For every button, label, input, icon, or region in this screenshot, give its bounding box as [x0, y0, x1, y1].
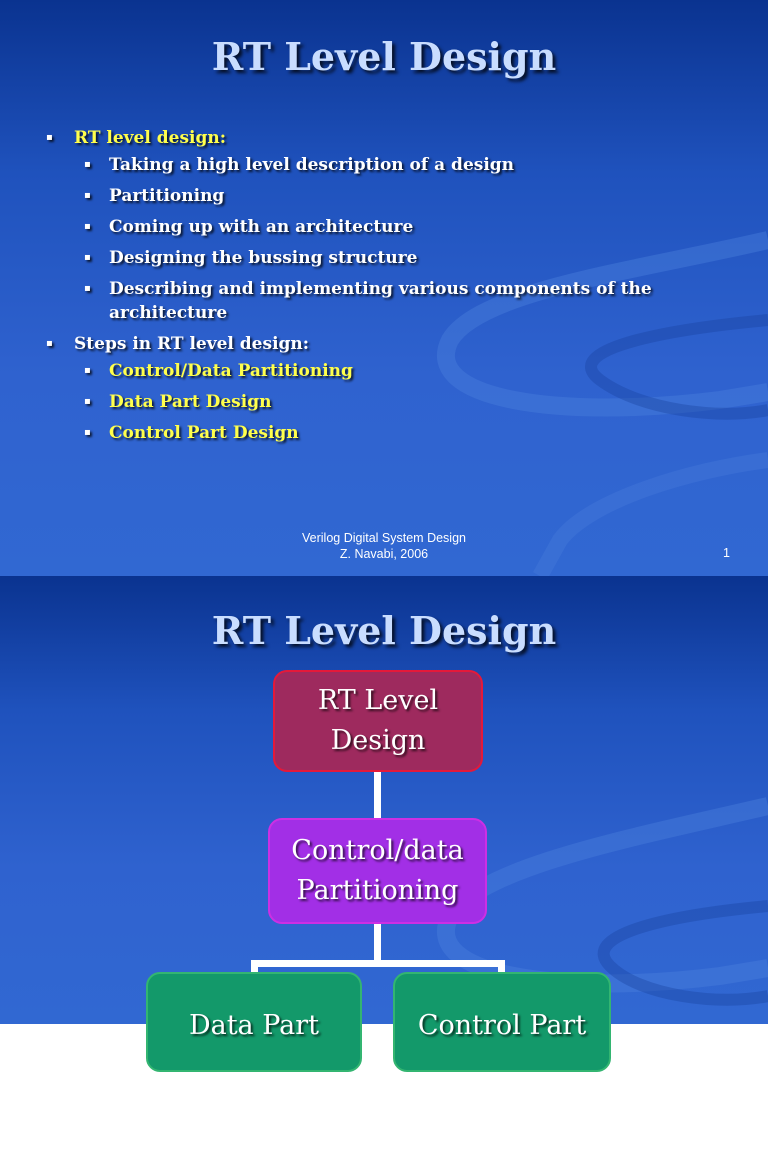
square-bullet-icon: ▪	[84, 159, 91, 170]
bullet-item	[44, 332, 664, 356]
square-bullet-icon: ▪	[84, 221, 91, 232]
bullet-text: Steps in RT level design:	[74, 334, 310, 354]
rt-level-design-box	[273, 670, 483, 772]
footer-author: Z. Navabi, 2006	[339, 547, 429, 561]
bullet-text: Designing the bussing structure	[109, 248, 418, 268]
data-part-box	[146, 972, 362, 1072]
control-data-partitioning-box	[268, 818, 487, 924]
bullet-item	[44, 126, 664, 150]
slide-title: RT Level Design	[211, 34, 557, 79]
page-number: 1	[723, 546, 730, 560]
sub-bullet-item	[44, 359, 664, 383]
control-data-partitioning-label: Control/data Partitioning	[291, 835, 464, 906]
square-bullet-icon: ▪	[84, 252, 91, 263]
bullet-text: Coming up with an architecture	[109, 217, 414, 237]
square-bullet-icon: ▪	[46, 132, 53, 143]
bullet-text: Taking a high level description of a design	[109, 155, 515, 175]
square-bullet-icon: ▪	[84, 396, 91, 407]
square-bullet-icon: ▪	[84, 427, 91, 438]
sub-bullet-item	[44, 390, 664, 414]
footer-course: Verilog Digital System Design	[302, 531, 466, 545]
bullet-text: Describing and implementing various components of the architecture	[109, 279, 652, 323]
connector-vertical-top	[374, 772, 381, 818]
connector-right-drop	[498, 960, 505, 972]
slide-footer	[234, 530, 534, 562]
bullet-text: Control/Data Partitioning	[109, 361, 353, 381]
connector-horizontal	[251, 960, 505, 967]
square-bullet-icon: ▪	[84, 283, 91, 294]
sub-bullet-item	[44, 246, 664, 270]
bullet-text: Partitioning	[109, 186, 225, 206]
square-bullet-icon: ▪	[84, 365, 91, 376]
slide-title: RT Level Design	[211, 608, 557, 653]
sub-bullet-item	[44, 215, 664, 239]
bullet-text: RT level design:	[74, 128, 226, 148]
connector-left-drop	[251, 960, 258, 972]
slide-2	[0, 576, 768, 1041]
bullet-list	[44, 126, 664, 452]
sub-bullet-item	[44, 153, 664, 177]
control-part-box	[393, 972, 611, 1072]
sub-bullet-item	[44, 421, 664, 445]
rt-level-design-label: RT Level Design	[317, 685, 439, 756]
bullet-text: Data Part Design	[109, 392, 272, 412]
sub-bullet-item	[44, 277, 664, 325]
sub-bullet-item	[44, 184, 664, 208]
bullet-text: Control Part Design	[109, 423, 299, 443]
square-bullet-icon: ▪	[46, 338, 53, 349]
data-part-label: Data Part	[188, 1010, 320, 1041]
control-part-label: Control Part	[417, 1010, 587, 1041]
square-bullet-icon: ▪	[84, 190, 91, 201]
connector-vertical-mid	[374, 924, 381, 962]
